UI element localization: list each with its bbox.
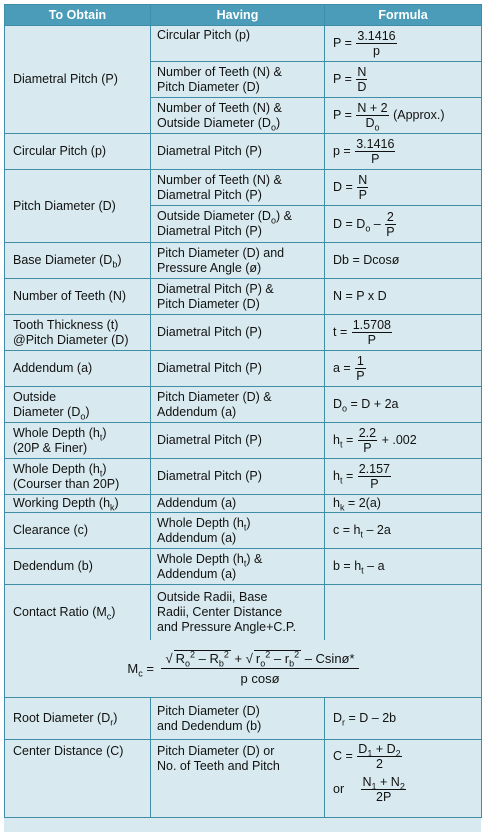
having: Diametral Pitch (P) & Pitch Diameter (D) — [151, 279, 325, 315]
having: Diametral Pitch (P) — [151, 351, 325, 387]
table-row — [5, 170, 482, 206]
formula-contact-ratio: $M_c$ = $\frac{√ R_o^2 - R_b^2 + √ r_o^2 - r_b^2 - Csinø*}{\text{p cosø}}$ — [5, 640, 482, 698]
formula-od: $D_o = D + 2a$ — [325, 387, 482, 423]
table-row — [5, 549, 482, 585]
obtain-clearance: Clearance (c) — [5, 513, 151, 549]
table-row — [5, 279, 482, 315]
having: Diametral Pitch (P) — [151, 134, 325, 170]
table-row — [5, 698, 482, 740]
having: Diametral Pitch (P) — [151, 315, 325, 351]
table-row — [5, 513, 482, 549]
table-row — [5, 315, 482, 351]
table-row — [5, 134, 482, 170]
gear-formula-table — [4, 4, 482, 818]
formula-nt: N = P x D — [325, 279, 482, 315]
header-having: Having — [151, 5, 325, 26]
obtain-pitch-diameter: Pitch Diameter (D) — [5, 170, 151, 243]
formula-wd1: $h_t$ = $\frac{2.2}{P}$ + .002 — [325, 423, 482, 459]
obtain-outside-diameter: Outside Diameter $(D_o)$ — [5, 387, 151, 423]
having: Outside Diameter $(D_o)$ & Diametral Pitch (P) — [151, 206, 325, 243]
obtain-root-diameter: Root Diameter $(D_r)$ — [5, 698, 151, 740]
having: Diametral Pitch (P) — [151, 459, 325, 495]
table-row — [5, 423, 482, 459]
contact-ratio-fraction: $\frac{√ R_o^2 - R_b^2 + √ r_o^2 - r_b^2 - Csinø*}{\text{p cosø}}$ — [161, 650, 358, 686]
obtain-tooth-thickness: Tooth Thickness (t) @Pitch Diameter (D) — [5, 315, 151, 351]
having-teeth-outside-diameter: Number of Teeth (N) & Outside Diameter $(D_o)$ — [151, 98, 325, 134]
having: Pitch Diameter (D) and Dedendum (b) — [151, 698, 325, 740]
obtain-center-distance: Center Distance (C) — [5, 740, 151, 818]
table-row — [5, 740, 482, 818]
formula-cd: C = $\frac{D_1 + D_2}{2}$ or $\frac{N_1 + N_2}{2P}$ — [325, 740, 482, 818]
having: Whole Depth $(h_t)$ & Addendum (a) — [151, 549, 325, 585]
obtain-base-diameter: Base Diameter $(D_b)$ — [5, 243, 151, 279]
fraction: $\frac{2}{P}$ — [386, 209, 395, 239]
table-row — [5, 585, 482, 640]
fraction: $\frac{N_1 + N_2}{2P}$ — [362, 775, 405, 804]
header-to-obtain: To Obtain — [5, 5, 151, 26]
table-row — [5, 640, 482, 698]
formula-rd: $D_r = D - 2b$ — [325, 698, 482, 740]
having: Pitch Diameter (D) and Pressure Angle (ø) — [151, 243, 325, 279]
formula-cl: $c = h_t - 2a$ — [325, 513, 482, 549]
fraction: $\frac{2.157}{P}$ — [358, 462, 390, 491]
formula-dp-3: P = $\frac{N + 2}{D_o}$ (Approx.) — [325, 98, 482, 134]
table-row — [5, 26, 482, 62]
obtain-contact-ratio: Contact Ratio $(M_c)$ — [5, 585, 151, 640]
obtain-working-depth: Working Depth $(h_k)$ — [5, 495, 151, 513]
fraction: $\frac{D_1 + D_2}{2}$ — [358, 742, 401, 771]
having: Diametral Pitch (P) — [151, 423, 325, 459]
table-row — [5, 495, 482, 513]
formula-dp-2: P = $\frac{N}{D}$ — [325, 62, 482, 98]
formula-wk: $h_k = 2(a)$ — [325, 495, 482, 513]
header-formula: Formula — [325, 5, 482, 26]
formula-pd-1: D = $\frac{N}{P}$ — [325, 170, 482, 206]
having-circular-pitch: Circular Pitch (p) — [151, 26, 325, 62]
table-row — [5, 243, 482, 279]
fraction: $\frac{N}{P}$ — [358, 173, 368, 202]
formula-wd2: $h_t$ = $\frac{2.157}{P}$ — [325, 459, 482, 495]
obtain-number-of-teeth: Number of Teeth (N) — [5, 279, 151, 315]
obtain-diametral-pitch: Diametral Pitch (P) — [5, 26, 151, 134]
table-row — [5, 459, 482, 495]
formula-pd-2: $D = D_o$ – $\frac{2}{P}$ — [325, 206, 482, 243]
having: Whole Depth $(h_t)$ Addendum (a) — [151, 513, 325, 549]
fraction: $\frac{3.1416}{P}$ — [356, 137, 395, 166]
fraction: $\frac{1}{P}$ — [356, 354, 365, 383]
having-teeth-pitch-diameter: Number of Teeth (N) & Pitch Diameter (D) — [151, 62, 325, 98]
fraction: $\frac{1.5708}{P}$ — [352, 318, 391, 347]
table-row — [5, 387, 482, 423]
header-row — [5, 5, 482, 26]
fraction: $\frac{N}{D}$ — [357, 65, 367, 94]
obtain-whole-depth-fine: Whole Depth $(h_t)$ (20P & Finer) — [5, 423, 151, 459]
fraction: $\frac{N + 2}{D_o}$ — [357, 101, 388, 133]
obtain-whole-depth-coarse: Whole Depth $(h_t)$ (Courser than 20P) — [5, 459, 151, 495]
having: Pitch Diameter (D) & Addendum (a) — [151, 387, 325, 423]
fraction: $\frac{3.1416}{p}$ — [357, 29, 396, 58]
having: Outside Radii, Base Radii, Center Distance and Pressure Angle+C.P. — [151, 585, 325, 640]
obtain-circular-pitch: Circular Pitch (p) — [5, 134, 151, 170]
fraction: $\frac{2.2}{P}$ — [358, 426, 377, 455]
obtain-dedendum: Dedendum (b) — [5, 549, 151, 585]
formula-bd: Db = Dcosø — [325, 243, 482, 279]
formula-ad: a = $\frac{1}{P}$ — [325, 351, 482, 387]
having: Pitch Diameter (D) or No. of Teeth and Pitch — [151, 740, 325, 818]
formula-cp: p = $\frac{3.1416}{P}$ — [325, 134, 482, 170]
formula-dp-1: P = $\frac{3.1416}{p}$ — [325, 26, 482, 62]
having: Number of Teeth (N) & Diametral Pitch (P) — [151, 170, 325, 206]
having: Addendum (a) — [151, 495, 325, 513]
formula-dd: $b = h_t - a$ — [325, 549, 482, 585]
gear-formula-panel — [4, 4, 481, 832]
formula-tt: t = $\frac{1.5708}{P}$ — [325, 315, 482, 351]
formula-cr-blank — [325, 585, 482, 640]
obtain-addendum: Addendum (a) — [5, 351, 151, 387]
table-row — [5, 351, 482, 387]
